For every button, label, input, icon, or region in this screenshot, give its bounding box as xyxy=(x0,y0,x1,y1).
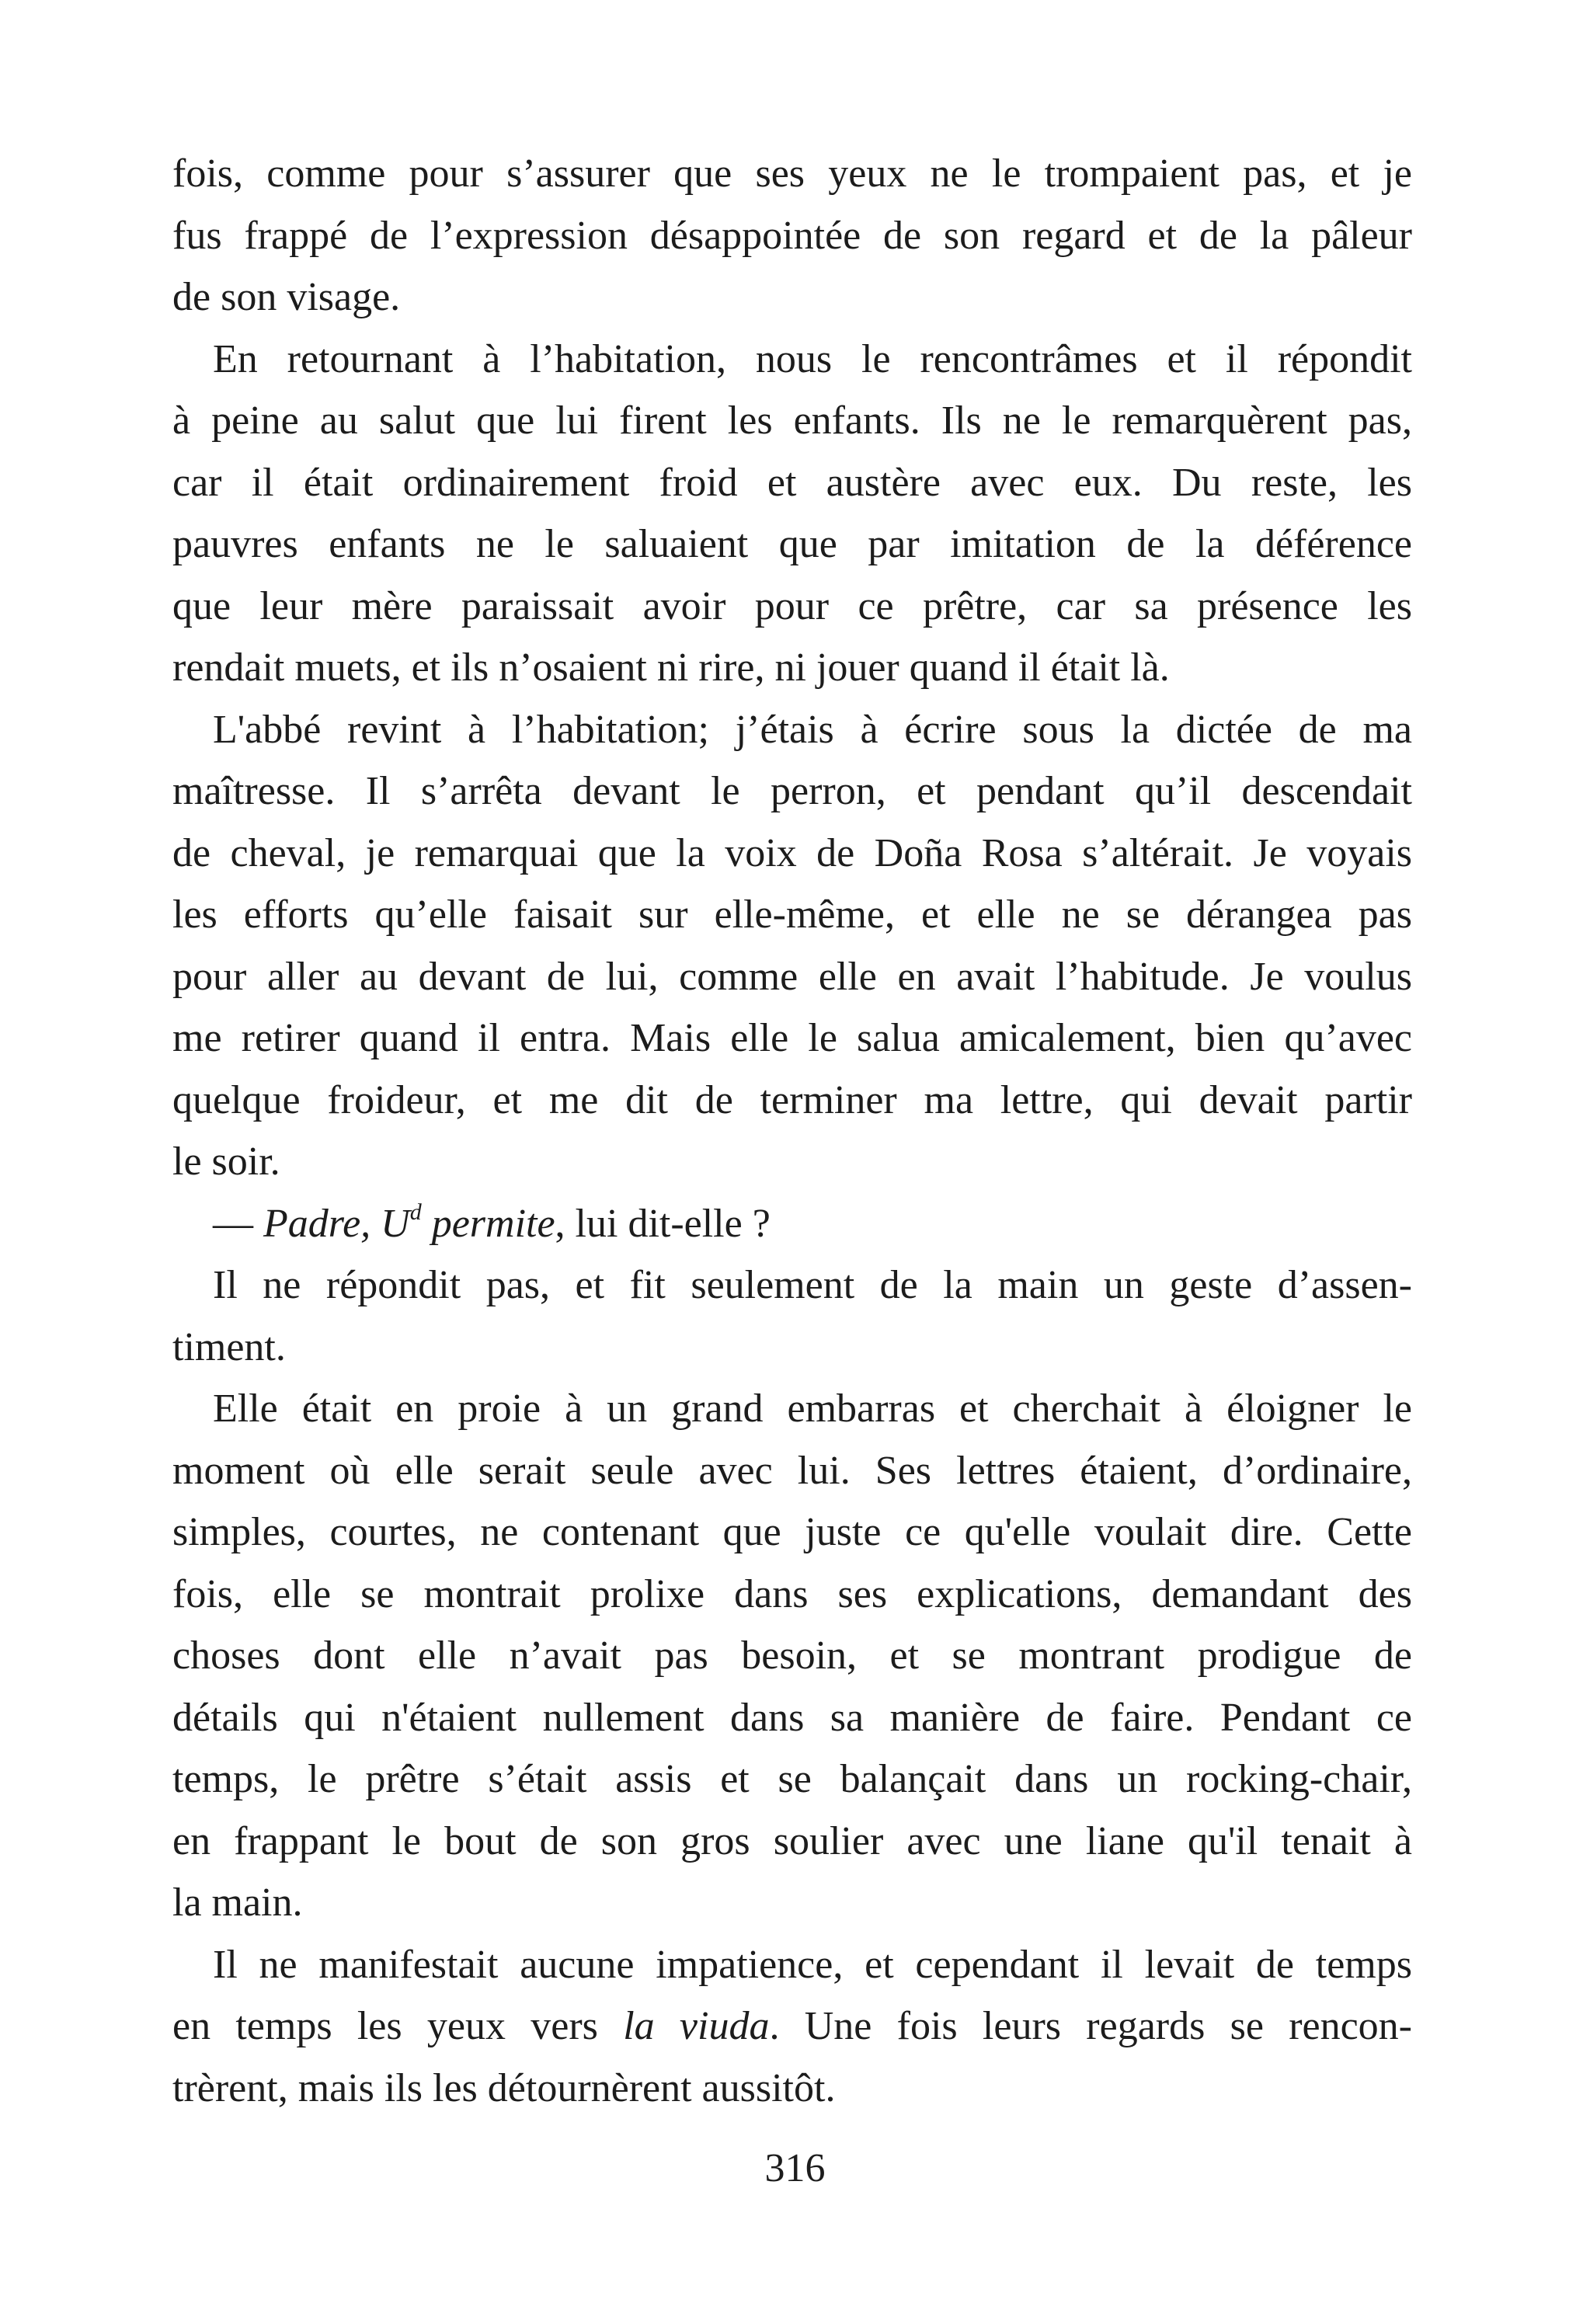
text-line: fois, comme pour s’assurer que ses yeux ne le trompaient pas, et je xyxy=(172,151,1412,196)
text-line: choses dont elle n’avait pas besoin, et se montrant prodigue de xyxy=(172,1633,1412,1678)
text-line: pour aller au devant de lui, comme elle en avait l’habitude. Je voulus xyxy=(172,954,1412,999)
dialogue-italic-b: permite xyxy=(421,1201,555,1246)
text-line: car il était ordinairement froid et austère avec eux. Du reste, les xyxy=(172,460,1412,505)
text-line: temps, le prêtre s’était assis et se balançait dans un rocking-chair, xyxy=(172,1757,1412,1801)
text-line: détails qui n'étaient nullement dans sa manière de faire. Pendant ce xyxy=(172,1695,1412,1740)
dialogue-rest: , lui dit-elle ? xyxy=(555,1201,771,1246)
text-line: En retournant à l’habitation, nous le rencontrâmes et il répondit xyxy=(213,336,1412,381)
paragraph-5 xyxy=(172,1254,1412,1378)
paragraph-6 xyxy=(172,1378,1412,1934)
text-line: Elle était en proie à un grand embarras et cherchait à éloigner le xyxy=(213,1386,1412,1431)
text-span: . Une fois leurs regards se rencon- xyxy=(769,2004,1412,2048)
text-line: de son visage. xyxy=(172,275,401,319)
text-span: en temps les yeux vers xyxy=(172,2004,624,2048)
text-line: maîtresse. Il s’arrêta devant le perron, et pendant qu’il descendait xyxy=(172,769,1412,813)
italic-phrase: la viuda xyxy=(623,2004,770,2048)
text-line: L'abbé revint à l’habitation; j’étais à écrire sous la dictée de ma xyxy=(213,707,1412,752)
text-line: de cheval, je remarquai que la voix de Doña Rosa s’altérait. Je voyais xyxy=(172,830,1412,875)
text-line: rendait muets, et ils n’osaient ni rire, ni jouer quand il était là. xyxy=(172,645,1170,690)
text-line: pauvres enfants ne le saluaient que par imitation de la déférence xyxy=(172,522,1412,566)
text-line: me retirer quand il entra. Mais elle le salua amicalement, bien qu’avec xyxy=(172,1016,1412,1060)
text-line: fois, elle se montrait prolixe dans ses explications, demandant des xyxy=(172,1571,1412,1616)
paragraph-7 xyxy=(172,1934,1412,2120)
text-line xyxy=(172,1995,1412,2058)
text-line: le soir. xyxy=(172,1139,280,1184)
paragraph-3 xyxy=(172,699,1412,1193)
dialogue-italic-a: Padre, U xyxy=(263,1201,410,1246)
page-body xyxy=(172,143,1412,2119)
text-line: simples, courtes, ne contenant que juste ce qu'elle voulait dire. Cette xyxy=(172,1510,1412,1554)
dialogue-superscript: d xyxy=(409,1199,422,1225)
text-line: que leur mère paraissait avoir pour ce prêtre, car sa présence les xyxy=(172,583,1412,628)
text-line: Il ne manifestait aucune impatience, et cependant il levait de temps xyxy=(213,1942,1412,1987)
page-number: 316 xyxy=(764,2146,826,2190)
text-line: la main. xyxy=(172,1880,303,1925)
paragraph-2 xyxy=(172,329,1412,699)
dialogue-dash: — xyxy=(213,1201,263,1246)
text-line: fus frappé de l’expression désappointée de son regard et de la pâleur xyxy=(172,213,1412,258)
text-line: les efforts qu’elle faisait sur elle-même, et elle ne se dérangea pas xyxy=(172,892,1412,937)
text-line: à peine au salut que lui firent les enfants. Ils ne le remarquèrent pas, xyxy=(172,398,1412,443)
paragraph-1 xyxy=(172,143,1412,329)
dialogue-line xyxy=(172,1193,1412,1255)
text-line: trèrent, mais ils les détournèrent aussitôt. xyxy=(172,2065,836,2110)
text-line: Il ne répondit pas, et fit seulement de la main un geste d’assen- xyxy=(213,1263,1412,1307)
text-line: moment où elle serait seule avec lui. Ses lettres étaient, d’ordinaire, xyxy=(172,1448,1412,1493)
text-line: quelque froideur, et me dit de terminer ma lettre, qui devait partir xyxy=(172,1077,1412,1122)
text-line: timent. xyxy=(172,1324,286,1369)
text-line: en frappant le bout de son gros soulier avec une liane qu'il tenait à xyxy=(172,1818,1412,1863)
text-line xyxy=(172,1193,1412,1255)
